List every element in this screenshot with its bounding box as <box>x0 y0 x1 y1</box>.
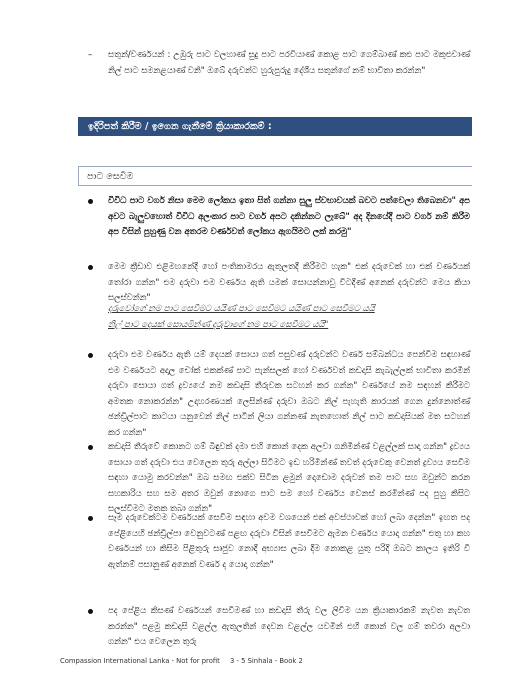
bullet-dot <box>88 265 93 270</box>
section-heading: ඉදිරිපත් කිරීම / ඉගෙන ගැනීමේ ක්‍රියාකාරකම් : <box>78 117 472 136</box>
bullet-item <box>108 194 470 241</box>
dash-marker: – <box>88 50 93 60</box>
bullet-item <box>108 511 470 573</box>
bullet-item <box>108 604 470 651</box>
footer-page-info: 3 - 5 Sinhala - Book 2 <box>230 657 303 665</box>
bullet-text: පද පේළිය කිසණ් වර්ණයන් සෙවීමණ් හා කඩදාසි තීරු වල ලිවීම යන ක්‍රියාකාරකම් නැවත නැවත කරන්න" පළමු කඩදාසි වළල්ල ඇතුලතින් දෙවන වළල්ල යවමින් එහි කොන් වල ගම් තවරා අලවා ගන්න" එය වෙලෙන තුරු <box>108 606 470 647</box>
bullet-dot <box>88 516 93 521</box>
bullet-text: මෙම ක්‍රීඩාව එළිමහනේදී හෝ පංතිකාමරය ඇතුලතදී කිරීමට හැක" එක් දරුවෙක් හා එක් වර්ණයක් තෝරා ගන්න" එම දරුවා එම වර්ණය ඇති යමක් සොයන්නාවු විටදීණ් අනෙක් දරුවන්ට මෙය කියා සලස්වන්න" <box>108 262 470 303</box>
footer-organization: Compassion International Lanka - Not for profit <box>60 657 220 665</box>
bullet-dot <box>88 445 93 450</box>
bullet-text: සෑම දරුවෙක්ටම වර්ණයක් සෙවීම සඳහා අවම වශයෙන් එක් අවස්ථාවක් හෝ ලබා දෙන්න" ඉහත පද පේළියෙහි ඡන්ඩ්‍රිල්පා වෙනුවටණ් පළඟ දරුවා විසින් සෙවිමට ඇමන වර්ණය යොදා ගන්න" එතු හා කහ වර්ණයන් හා කිසිම පිළිතුරු සෘජුව නොදී අභ්‍යාස ලබා දීම නොකළ යුතු පරිදි ඔබට කාලය ඉතිරි වී ඇත්නම් පසානුණ් අනෙක් වර්ණ ද යොදා ගන්න" <box>108 513 470 570</box>
bullet-item <box>108 440 470 518</box>
bullet-item <box>108 348 470 441</box>
chant-line-2: නිල් පාට දෙයක් සොයමින්ණ් දරුවාගේ නම පාට සෙවීමට යයි" <box>108 319 329 330</box>
bullet-text: දරුවා එම වර්ණය ඇති යම් දෙයක් සොයා ගත් පසුවණ් දරුවන්ට වර්ණ සම්බන්ධය පෙන්වීම සඳහාණ් එම වර්ණයට අදාල චෝක් එකක්ණ් පාට පැන්සලක් හෝ වර්ණවත් කඩදාසි කැබැල්ලක් භාවිතා කරමින් දරුවා සොයා ගත් ද්‍රව්‍යයේ නම කඩදාසි තීරුවක සටහන් කර ගන්න" වර්ණයේ නම සඳහන් කිරීමට අමතක නොකරන්න" උදාහරණයක් ලෙසින්ණ් දරුවා ඔබට නිල් පැහැති කාරයක් ගෙන දුන්නොත්ණ් ඡන්ඩ්‍රිල්පාට කාටයා යනුවෙන් නිල් පාටින් ලියා ගන්නණ් නැතහොත් නිල් පාට කඩදාසියක් මත සටහන් කර ගන්න" <box>108 350 470 438</box>
bullet-dot <box>88 353 93 358</box>
sub-heading: පාට සෙවීම <box>78 166 472 186</box>
intro-text: සතුන්/වර්ණයන් : උඹුරු පාට වලහාණ් සුදු පාට පරවියාණ් කොළ පාට ගෙම්බාණ් කළු පාට මකුළුවාණ් නිල් පාට සමනළයාණ් වනි" ඔබේ දරුවන්ට හුරුපුරුදු දේශීය සතුන්ගේ නම් භාවිතා කරන්න" <box>108 50 470 76</box>
bullet-text: කඩදාසි තීරුවේ කොනට ගම් බිඳුවක් දමා එහි කොන් දෙක අලවා ගනිමින්ණ් වළල්ලක් සාදා ගන්න" ද්‍රව්‍යය සොයා ගත් දරුවා එය වෙලෙන තුරු අල්ලා සිටීමට ඉඩ හරිමින්ණ් තවත් දරුවෙකු වෙනත් ද්‍රව්‍යය සෙවීම සඳහා යොමු කරවන්න" ඔබ සමඟ එක්ව සිටින ළමුන් දොඩොම දරුවන් තම පාට සහ ඔවුන්ට කරන සහකාරිය සහ සම අතර ඔවුන් නොගෙ පාට සම හෝ වර්ණය වෙනස් කරමින්ණ් පද පුහු කිසිට සලස්වීමට මතක තබා ගන්න" <box>108 442 470 514</box>
bullet-item <box>108 260 470 307</box>
bullet-dot <box>88 199 93 204</box>
bullet-dot <box>88 609 93 614</box>
chant-quote <box>108 302 470 333</box>
intro-paragraph <box>88 48 470 79</box>
chant-line-1: දරුවෝගේ නම පාට සෙවීමට යයිණ් පාට සෙවීමට යයිණ් පාට සෙවීමට යයි <box>108 304 375 314</box>
bullet-text: විවිධ පාට වර්ග නිසා මෙම ලෝකය ඉතා සිත් ගන්නා සුලු ස්වභාවයක් බවට පත්වෙලා තිබෙනවා" අප අවට බැලුවහොත් විවිධ අලංකාර පාට වර්ග අපට දකින්නට ලැබේ" අද දිනයේදී පාට වර්ග නම් කිරීම අප විසින් පුහුණු වන අතරම වර්ණවත් ලෝකය ඇගයිමට ලක් කරමු" <box>108 196 470 237</box>
